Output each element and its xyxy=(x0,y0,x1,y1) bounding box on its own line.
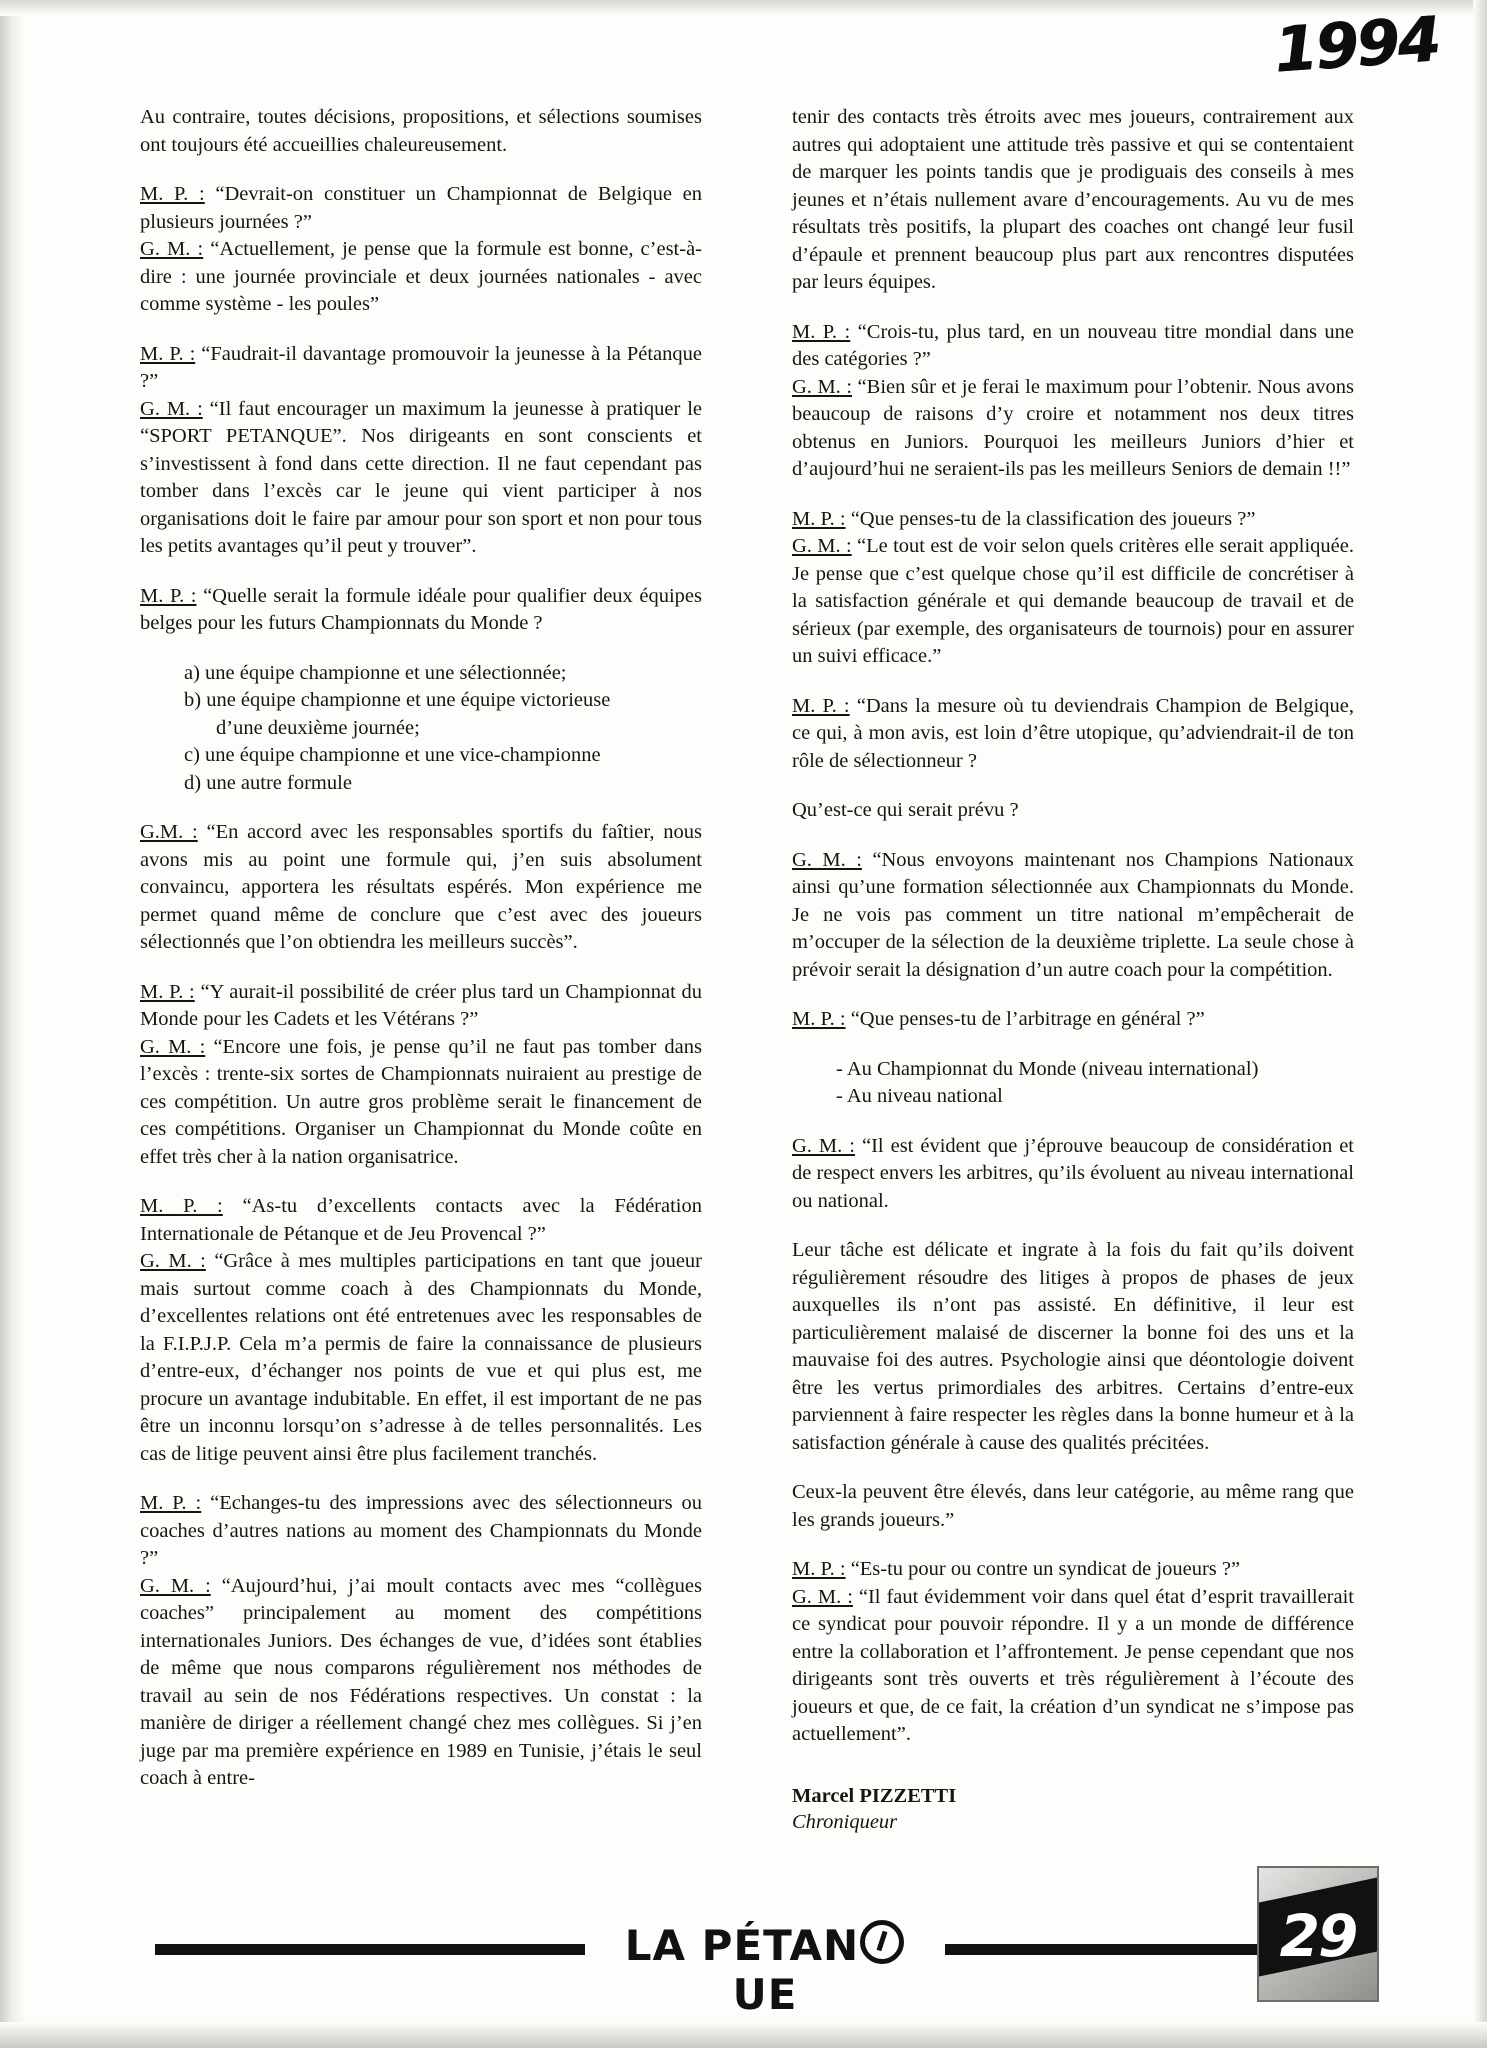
body-paragraph: Qu’est-ce qui serait prévu ? xyxy=(792,799,1019,821)
interview-exchange xyxy=(792,1133,1354,1216)
exchange-text: “Il faut encourager un maximum la jeunesse à pratiquer le “SPORT PETANQUE”. Nos dirigeants en sont conscients et s’investissent à fond dans cette direction. Il ne faut cependant pas tomber dans l’excès car le jeune qui vient participer à nos organisations doit le faire par amour pour son sport et non pour tous les petits avantages qu’il peut y trouver”. xyxy=(140,397,702,557)
magazine-logo xyxy=(600,1916,930,2019)
petanque-boule-icon xyxy=(860,1920,904,1964)
page-number-value: 29 xyxy=(1279,1902,1357,1970)
exchange-text: “Le tout est de voir selon quels critères elle serait appliquée. Je pense que c’est quelque chose qu’il est difficile de concrétiser à la satisfaction générale et qui demande beaucoup de travail et de sérieux (par exemple, des organisateurs de tournois) pour en assurer un suivi efficace.” xyxy=(792,535,1354,667)
speaker-label: M. P. : xyxy=(140,980,195,1003)
exchange-text: “Il est évident que j’éprouve beaucoup de considération et de respect envers les arbitres, qu’ils évoluent au niveau international ou national. xyxy=(792,1134,1354,1212)
scan-edge-left xyxy=(0,0,26,2048)
speaker-label: G. M. : xyxy=(792,1585,853,1608)
speaker-label: M. P. : xyxy=(792,320,851,343)
body-paragraph: tenir des contacts très étroits avec mes joueurs, contrairement aux autres qui adoptaient une attitude très passive et qui se contentaient de marquer les points tandis que je prodiguais des conseils à mes jeunes et n’étais nullement avare d’encouragements. Au vu de mes résultats très positifs, la plupart des coaches ont changé leur fusil d’épaule et prennent beaucoup plus part aux rencontres disputées par leurs équipes. xyxy=(792,106,1354,293)
interview-exchange xyxy=(792,847,1354,985)
speaker-label: M. P. : xyxy=(140,1195,223,1217)
option-list xyxy=(792,1056,1354,1111)
speaker-label: G. M. : xyxy=(140,1574,211,1597)
paragraph-gap xyxy=(792,1111,1354,1133)
paragraph-gap xyxy=(140,797,702,819)
exchange-text: “Echanges-tu des impressions avec des sélectionneurs ou coaches d’autres nations au moment des Championnats du Monde ?” xyxy=(140,1492,703,1569)
exchange-text: “Bien sûr et je ferai le maximum pour l’obtenir. Nous avons beaucoup de raisons d’y croire et notamment nos deux titres obtenus en Juniors. Pourquoi les meilleurs Juniors d’hier et d’aujourd’hui ne seraient-ils pas les meilleurs Seniors de demain !!” xyxy=(792,375,1354,480)
interview-exchange xyxy=(792,1584,1354,1749)
body-paragraph: Leur tâche est délicate et ingrate à la fois du fait qu’ils doivent régulièrement résoudre des litiges à propos de phases de jeux auxquelles ils n’ont pas assisté. En définitive, il leur est particulièrement malaisé de discerner la bonne foi des uns et la mauvaise foi des autres. Psychologie ainsi que déontologie doivent être les vertus primordiales des arbitres. Certains d’entre-eux parviennent à faire respecter les règles dans la bonne humeur et à la satisfaction générale à cause des qualités précitées. xyxy=(792,1239,1354,1454)
exchange-text: “Il faut évidemment voir dans quel état d’esprit travaillerait ce syndicat pour pouvoir répondre. Il y a un monde de différence entre la collaboration et l’affrontement. Je pense cependant que nos dirigeants sont très ouverts et très régulièrement à l’écoute des joueurs et que, de ce fait, la création d’un syndicat ne s’impose pas actuellement”. xyxy=(792,1585,1354,1745)
speaker-label: G. M. : xyxy=(792,848,862,871)
interview-exchange xyxy=(792,1006,1354,1034)
exchange-text: “Grâce à mes multiples participations en tant que joueur mais surtout comme coach à des Championnats du Monde, d’excellentes relations ont été entretenues avec les responsables de la F.I.P.J.P. Cela m’a permis de faire la connaissance de plusieurs d’entre-eux, d’échanger nos points de vue et qui plus est, me procure un avantage indubitable. En effet, il est important de ne pas être un inconnu lorsqu’on s’adresse à de telles personnalités. Les cas de litige peuvent ainsi être plus facilement tranchés. xyxy=(140,1250,702,1465)
exchange-text: “Quelle serait la formule idéale pour qualifier deux équipes belges pour les futurs Championnats du Monde ? xyxy=(140,584,702,634)
interview-exchange xyxy=(140,236,702,319)
speaker-label: G. M. : xyxy=(792,1134,855,1157)
exchange-text: “Crois-tu, plus tard, en un nouveau titre mondial dans une des catégories ?” xyxy=(792,320,1354,370)
option-list-item: d) une autre formule xyxy=(184,771,352,794)
speaker-label: M. P. : xyxy=(792,507,846,530)
interview-exchange xyxy=(140,181,702,236)
speaker-label: M. P. : xyxy=(140,584,197,607)
left-column xyxy=(140,104,702,1835)
speaker-label: G.M. : xyxy=(140,821,198,843)
speaker-label: M. P. : xyxy=(140,1492,202,1514)
speaker-label: G. M. : xyxy=(792,375,853,398)
interview-exchange xyxy=(792,374,1354,484)
page-number-badge xyxy=(1257,1866,1379,2002)
speaker-label: M. P. : xyxy=(792,694,850,717)
interview-exchange xyxy=(792,1556,1354,1584)
exchange-text: “En accord avec les responsables sportifs du faîtier, nous avons mis au point une formule qui, j’en suis absolument convaincu, apportera les résultats espérés. Mon expérience me permet quand même de conclure que c’est avec des joueurs sélectionnés que l’on obtiendra les meilleurs succès”. xyxy=(140,821,702,953)
speaker-label: G. M. : xyxy=(140,1250,206,1272)
interview-exchange xyxy=(140,979,702,1034)
speaker-label: M. P. : xyxy=(792,1008,846,1030)
option-list-item: b) une équipe championne et une équipe victorieuse xyxy=(184,689,611,711)
interview-exchange xyxy=(140,1490,702,1573)
exchange-text: “Que penses-tu de l’arbitrage en général ?” xyxy=(845,1008,1205,1030)
article-columns xyxy=(140,104,1355,1835)
speaker-label: G. M. : xyxy=(140,238,204,260)
interview-exchange xyxy=(140,1193,702,1248)
exchange-text: “Que penses-tu de la classification des joueurs ?” xyxy=(845,507,1256,530)
interview-exchange xyxy=(140,396,702,561)
option-list-item: - Au niveau national xyxy=(836,1085,1003,1107)
scan-edge-top xyxy=(0,0,1487,16)
exchange-text: “Nous envoyons maintenant nos Champions Nationaux ainsi qu’une formation sélectionnée aux Championnats du Monde. Je ne vois pas comment un titre national m’empêcherait de m’occuper de la sélection de la deuxième triplette. La seule chose à prévoir serait la désignation d’un autre coach pour la compétition. xyxy=(792,848,1354,981)
scan-edge-right xyxy=(1473,0,1487,2048)
magazine-logo-text-part2: UE xyxy=(732,1970,798,2019)
option-list-item: c) une équipe championne et une vice-championne xyxy=(184,744,601,766)
scan-edge-bottom xyxy=(0,2022,1487,2048)
interview-exchange xyxy=(140,583,702,638)
speaker-label: G. M. : xyxy=(140,397,203,420)
interview-exchange xyxy=(140,341,702,396)
footer-rule-right xyxy=(945,1944,1275,1955)
interview-exchange xyxy=(792,693,1354,776)
footer-rule-left xyxy=(155,1944,585,1955)
author-role: Chroniqueur xyxy=(792,1810,898,1833)
author-signature xyxy=(792,1783,1354,1835)
speaker-label: M. P. : xyxy=(792,1558,846,1580)
page-footer xyxy=(0,1886,1487,2019)
exchange-text: “Devrait-on constituer un Championnat de Belgique en plusieurs journées ?” xyxy=(140,183,702,233)
interview-exchange xyxy=(792,506,1354,534)
exchange-text: “Dans la mesure où tu deviendrais Champion de Belgique, ce qui, à mon avis, est loin d’être utopique, qu’adviendrait-il de ton rôle de sélectionneur ? xyxy=(792,694,1354,772)
body-paragraph: Au contraire, toutes décisions, propositions, et sélections soumises ont toujours été accueillies chaleureusement. xyxy=(140,106,702,156)
exchange-text: “Y aurait-il possibilité de créer plus tard un Championnat du Monde pour les Cadets et les Vétérans ?” xyxy=(140,980,702,1030)
exchange-text: “Actuellement, je pense que la formule est bonne, c’est-à-dire : une journée provinciale et deux journées nationales - avec comme système - les poules” xyxy=(140,238,703,315)
body-paragraph: Ceux-la peuvent être élevés, dans leur catégorie, au même rang que les grands joueurs.” xyxy=(792,1481,1354,1531)
interview-exchange xyxy=(140,1573,702,1793)
speaker-label: G. M. : xyxy=(140,1035,206,1058)
speaker-label: G. M. : xyxy=(792,535,852,557)
handwritten-year-annotation: 1994 xyxy=(1272,2,1442,87)
interview-exchange xyxy=(140,819,702,957)
interview-exchange xyxy=(792,319,1354,374)
option-list-item: - Au Championnat du Monde (niveau international) xyxy=(836,1057,1259,1080)
exchange-text: “Aujourd’hui, j’ai moult contacts avec mes “collègues coaches” principalement au moment des compétitions internationales Juniors. Des échanges de vue, d’idées sont établies de même que nous comparons régulièrement nos méthodes de travail au sein de nos Fédérations respectives. Un constat : la manière de diriger a réellement changé chez mes collègues. Si j’en juge par ma première expérience en 1989 en Tunisie, j’étais le seul coach à entre- xyxy=(140,1574,702,1789)
exchange-text: “Es-tu pour ou contre un syndicat de joueurs ?” xyxy=(845,1558,1241,1580)
option-list-item: d’une deuxième journée; xyxy=(216,716,420,739)
speaker-label: M. P. : xyxy=(140,183,205,205)
exchange-text: “Faudrait-il davantage promouvoir la jeunesse à la Pétanque ?” xyxy=(140,342,702,392)
exchange-text: “As-tu d’excellents contacts avec la Fédération Internationale de Pétanque et de Jeu Provencal ?” xyxy=(140,1195,702,1245)
option-list xyxy=(140,660,702,798)
interview-exchange xyxy=(792,533,1354,671)
right-column xyxy=(792,104,1354,1835)
magazine-logo-text-part1: LA PÉTAN xyxy=(624,1921,860,1970)
option-list-item: a) une équipe championne et une sélectionnée; xyxy=(184,661,567,684)
author-name: Marcel PIZZETTI xyxy=(792,1784,957,1807)
speaker-label: M. P. : xyxy=(140,342,196,365)
interview-exchange xyxy=(140,1034,702,1172)
exchange-text: “Encore une fois, je pense qu’il ne faut pas tomber dans l’excès : trente-six sortes de Championnats nuiraient au prestige de ces compétition. Un autre gros problème serait le financement de ces compétitions. Organiser un Championnat du Monde coûte en effet très cher à la nation organisatrice. xyxy=(140,1035,702,1168)
interview-exchange xyxy=(140,1248,702,1468)
